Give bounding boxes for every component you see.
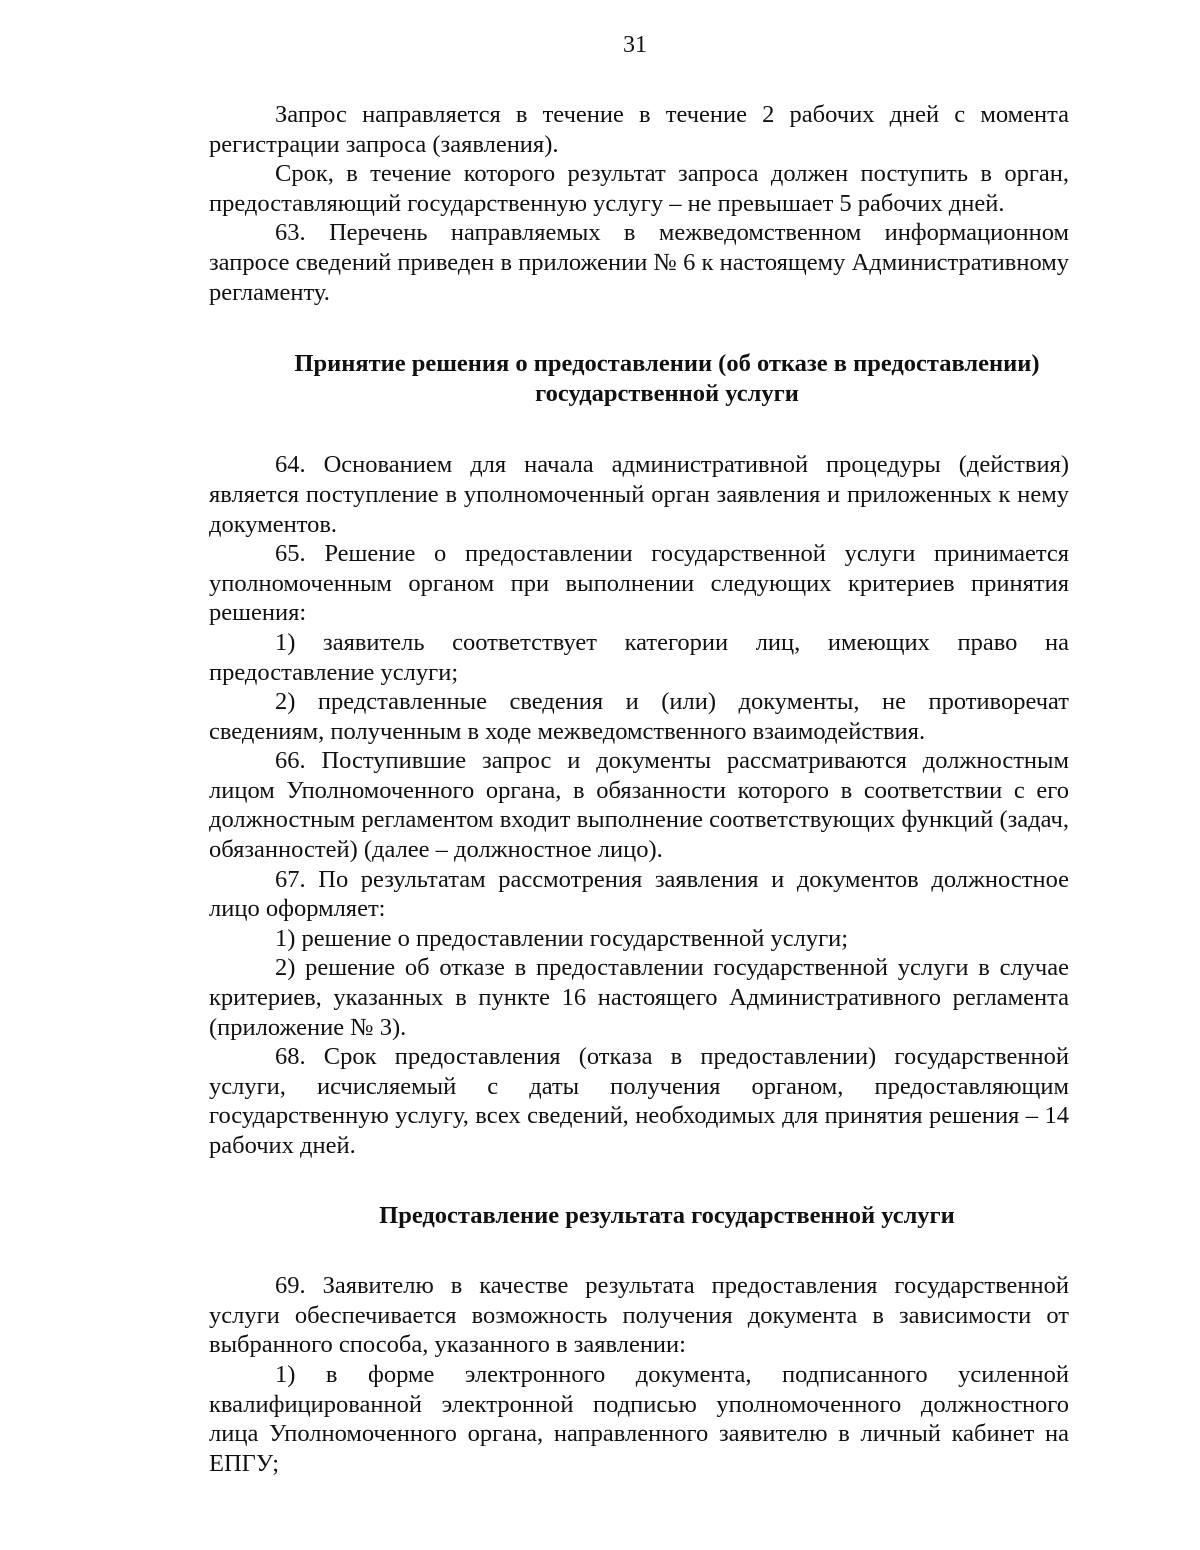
paragraph-response-deadline: Срок, в течение которого результат запроса должен поступить в орган, предоставляющий государственную услугу – не превышает 5 рабочих дней. [209,160,1069,217]
section-heading-result: Предоставление результата государственной услуги [379,1201,955,1229]
paragraph-67-item-1: 1) решение о предоставлении государственной услуги; [275,924,849,952]
paragraph-65: 65. Решение о предоставлении государственной услуги принимается уполномоченным органом при выполнении следующих критериев принятия решения: [209,540,1069,627]
paragraph-68: 68. Срок предоставления (отказа в предоставлении) государственной услуги, исчисляемый с даты получения органом, предоставляющим государственную услугу, всех сведений, необходимых для принятия решения – 14 рабочих дней. [209,1043,1069,1159]
paragraph-64: 64. Основанием для начала административной процедуры (действия) является поступление в уполномоченный орган заявления и приложенных к нему документов. [209,451,1069,538]
paragraph-67-item-2: 2) решение об отказе в предоставлении государственной услуги в случае критериев, указанных в пункте 16 настоящего Административного регламента (приложение № 3). [209,954,1069,1041]
paragraph-67: 67. По результатам рассмотрения заявления и документов должностное лицо оформляет: [209,865,1069,923]
paragraph-63: 63. Перечень направляемых в межведомственном информационном запросе сведений приведен в приложении № 6 к настоящему Административному регламенту. [209,219,1069,306]
paragraph-65-item-2: 2) представленные сведения и (или) документы, не противоречат сведениям, полученным в ходе межведомственного взаимодействия. [209,688,1069,745]
document-body [209,100,1069,1478]
section-heading-decision-line2: государственной услуги [535,379,799,407]
paragraph-69: 69. Заявителю в качестве результата предоставления государственной услуги обеспечивается возможность получения документа в зависимости от выбранного способа, указанного в заявлении: [209,1272,1069,1359]
section-heading-decision-line1: Принятие решения о предоставлении (об отказе в предоставлении) [294,350,1040,378]
paragraph-69-item-1: 1) в форме электронного документа, подписанного усиленной квалифицированной электронной подписью уполномоченного должностного лица Уполномоченного органа, направленного заявителю в личный кабинет на ЕПГУ; [209,1360,1069,1477]
paragraph-66: 66. Поступившие запрос и документы рассматриваются должностным лицом Уполномоченного органа, в обязанности которого в соответствии с его должностным регламентом входит выполнение соответствующих функций (задач, обязанностей) (далее – должностное лицо). [209,747,1069,864]
section-heading-decision [209,349,1069,408]
paragraph-request-deadline: Запрос направляется в течение в течение 2 рабочих дней с момента регистрации запроса (заявления). [209,101,1069,158]
paragraph-65-item-1: 1) заявитель соответствует категории лиц, имеющих право на предоставление услуги; [209,628,1069,686]
page-number: 31 [623,32,647,58]
